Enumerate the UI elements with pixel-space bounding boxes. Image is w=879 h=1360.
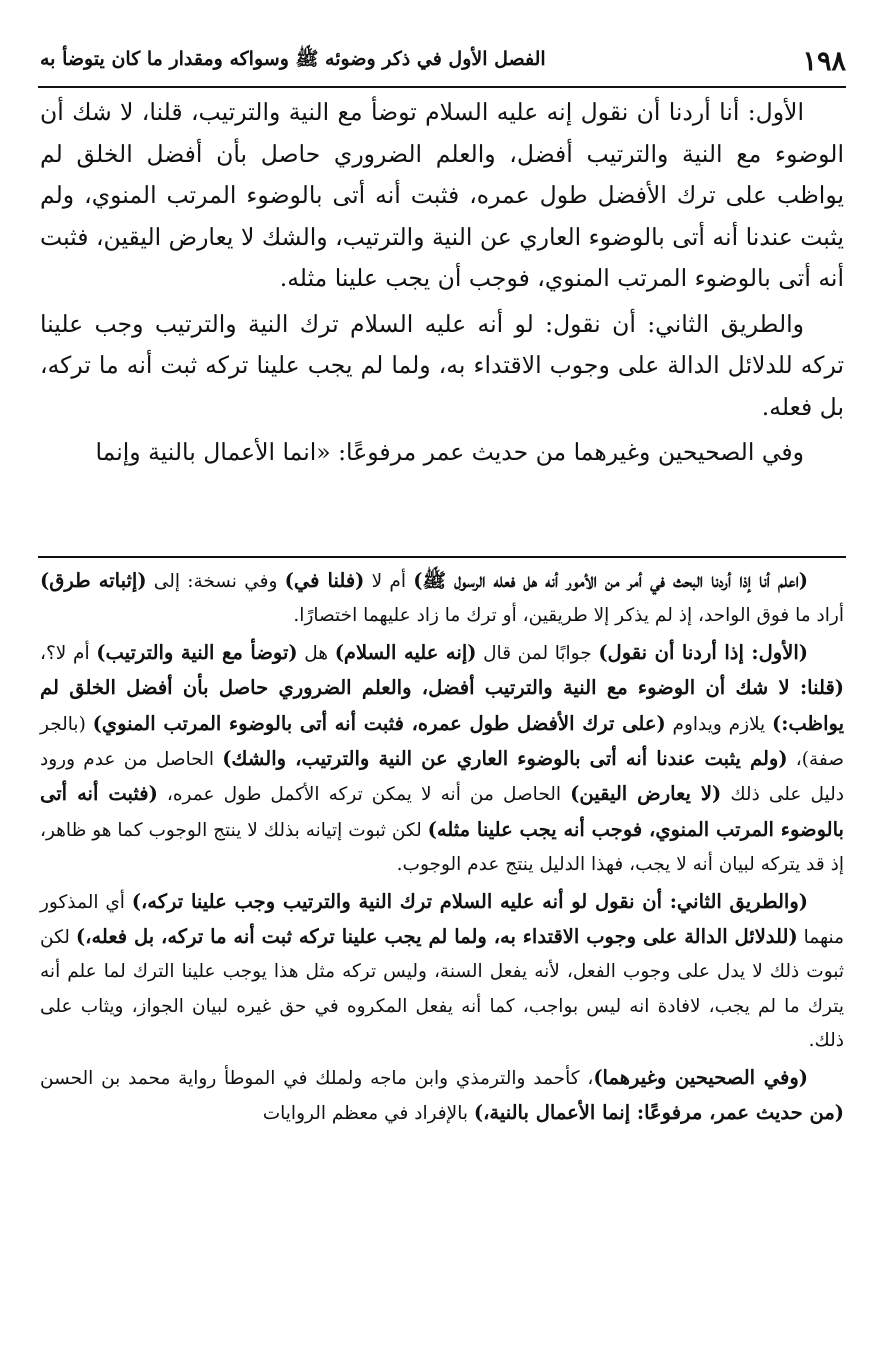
quoted-text: (توضأ مع النية والترتيب) bbox=[96, 640, 298, 664]
page-number: ١٩٨ bbox=[802, 45, 846, 77]
comment-text: يلازم ويداوم bbox=[665, 713, 772, 735]
comment-text: (بالجر صفة)، bbox=[40, 713, 844, 771]
main-text bbox=[40, 92, 844, 478]
quoted-text: (الأول: إذا أردنا أن نقول) bbox=[598, 640, 808, 664]
quoted-text: (لا يعارض اليقين) bbox=[570, 782, 722, 806]
commentary-rule bbox=[38, 556, 846, 558]
quoted-text: (على ترك الأفضل طول عمره، فثبت أنه أتى بالوضوء المرتب المنوي) bbox=[92, 711, 666, 735]
main-paragraph: الأول: أنا أردنا أن نقول إنه عليه السلام توضأ مع النية والترتيب، قلنا، لا شك أن الوضوء مع النية والترتيب أفضل، والعلم الضروري حاصل بأن أفضل الخلق لم يواظب على ترك الأفضل طول عمره، فثبت أنه أتى بالوضوء المرتب المنوي، ولم يثبت عندنا أنه أتى بالوضوء العاري عن النية والترتيب، والشك لا يعارض اليقين، فثبت أنه أتى بالوضوء المرتب المنوي، فوجب أن يجب علينا مثله. bbox=[40, 98, 844, 292]
comment-text: بالإفراد في معظم الروايات bbox=[262, 1103, 474, 1125]
commentary bbox=[40, 564, 844, 1134]
main-paragraph: والطريق الثاني: أن نقول: لو أنه عليه السلام ترك النية والترتيب وجب علينا تركه للدلائل الدالة على وجوب الاقتداء به، ولما لم يجب علينا تركه ثبت أنه ما تركه، بل فعله. bbox=[40, 309, 844, 421]
comment-text: الحاصل من أنه لا يمكن تركه الأكمل طول عمره، bbox=[157, 784, 571, 806]
comment-text: ، كأحمد والترمذي وابن ماجه ولملك في الموطأ رواية محمد بن الحسن bbox=[40, 1067, 594, 1089]
quoted-text: (فثبت أنه أتى بالوضوء المرتب المنوي، فوجب أنه يجب علينا مثله) bbox=[40, 782, 844, 841]
quoted-text: (فلنا في) bbox=[284, 569, 365, 592]
quoted-text: (للدلائل الدالة على وجوب الاقتداء به، ولما لم يجب علينا تركه ثبت أنه ما تركه، بل فعله،) bbox=[75, 925, 798, 949]
quoted-text: (قلنا: لا شك أن الوضوء مع النية والترتيب أفضل، والعلم الضروري حاصل بأن أفضل الخلق لم يواظب:) bbox=[40, 676, 844, 735]
comment-text: أم لا bbox=[364, 571, 414, 592]
commentary-paragraph bbox=[40, 885, 844, 1059]
quoted-text: (اعلم أنا إذا أردنا البحث في أمر من الأمور أنه هل فعله الرسول ﷺ) bbox=[413, 569, 809, 592]
quoted-text: (ولم يثبت عندنا أنه أتى بالوضوء العاري عن النية والترتيب، والشك) bbox=[222, 747, 788, 771]
comment-text: جوابًا لمن قال bbox=[476, 642, 599, 664]
comment-text: أراد ما فوق الواحد، إذ لم يذكر إلا طريقين، أو ترك ما زاد عليهما اختصارًا. bbox=[293, 605, 844, 627]
header-rule bbox=[38, 86, 846, 88]
quoted-text: (من حديث عمر، مرفوعًا: إنما الأعمال بالنية،) bbox=[473, 1101, 844, 1125]
page-header bbox=[40, 44, 846, 78]
quoted-text: (وفي الصحيحين وغيرهما) bbox=[593, 1065, 808, 1089]
comment-text: لكن ثبوت إتيانه بذلك لا ينتج الوجوب كما هو ظاهر، إذ قد يتركه لبيان أنه لا يجب، فهذا الدليل ينتج عدم الوجوب. bbox=[40, 819, 844, 876]
comment-text: أي المذكور منهما bbox=[40, 891, 844, 949]
comment-text: لكن ثبوت ذلك لا يدل على وجوب الفعل، لأنه يفعل السنة، وليس تركه مثل هذا يوجب علينا الترك لما علم أنه يترك ما لم يجب، لافادة انه ليس بواجب، كما أنه يفعل المكروه في حق غيره لبيان الجواز، ويثاب على ذلك. bbox=[40, 927, 845, 1052]
commentary-paragraph bbox=[40, 1061, 844, 1132]
commentary-paragraph bbox=[40, 564, 844, 634]
comment-text: هل bbox=[297, 642, 335, 664]
quoted-text: (والطريق الثاني: أن نقول لو أنه عليه السلام ترك النية والترتيب وجب علينا تركه،) bbox=[131, 889, 808, 913]
commentary-paragraph bbox=[40, 636, 844, 883]
comment-text: وفي نسخة: إلى bbox=[146, 571, 285, 592]
comment-text: الحاصل من عدم ورود دليل على ذلك bbox=[40, 749, 844, 806]
quoted-text: (إنه عليه السلام) bbox=[334, 640, 477, 664]
quoted-text: (إثباته طرق) bbox=[40, 569, 147, 592]
running-title: الفصل الأول في ذكر وضوئه ﷺ وسواكه ومقدار ما كان يتوضأ به bbox=[40, 48, 546, 70]
comment-text: أم لا؟، bbox=[40, 642, 97, 664]
main-paragraph: وفي الصحيحين وغيرهما من حديث عمر مرفوعًا: «انما الأعمال بالنية وإنما bbox=[95, 438, 804, 466]
